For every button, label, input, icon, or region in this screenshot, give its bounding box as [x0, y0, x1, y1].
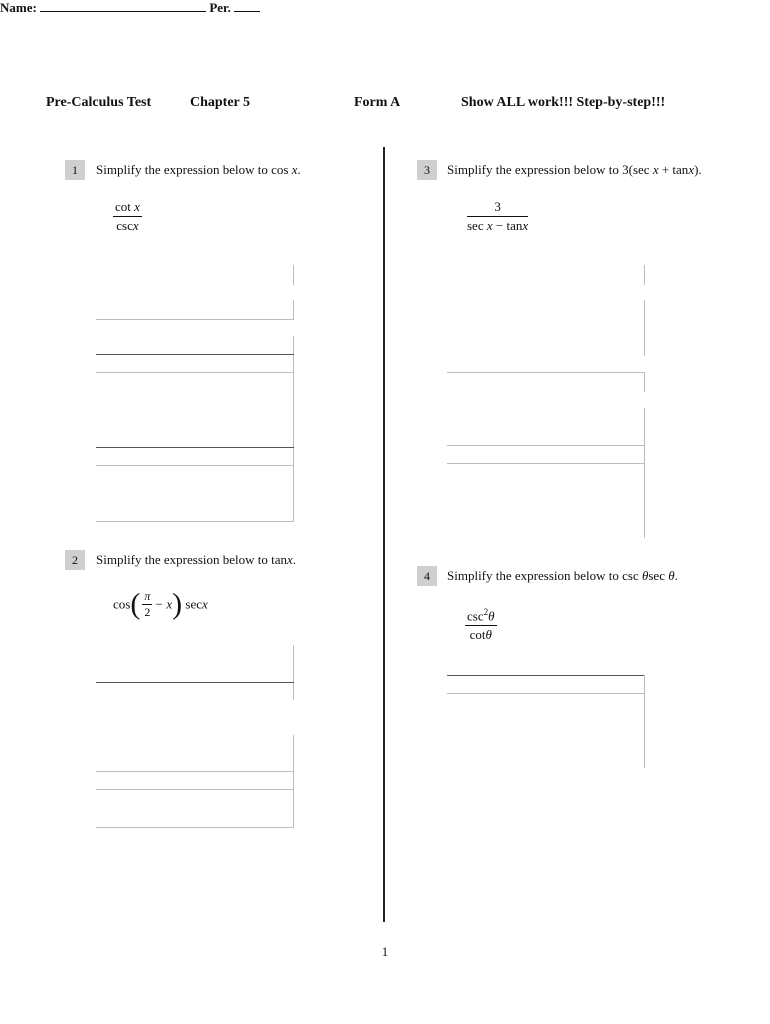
course-title: Pre-Calculus Test [46, 95, 152, 110]
question-1-prompt: Simplify the expression below to cos x. [96, 162, 301, 177]
question-2-prompt: Simplify the expression below to tanx. [96, 552, 297, 567]
question-number-4: 4 [417, 566, 437, 586]
instructions: Show ALL work!!! Step-by-step!!! [461, 95, 666, 110]
question-2-expression: cos( $\frac{\pi}{2}$ − x) secx [113, 587, 208, 621]
question-3-prompt: Simplify the expression below to 3(sec x + tanx). [447, 162, 702, 177]
question-1-expression: cot x cscx [115, 199, 140, 233]
question-3-expression: 3 sec x − tanx [467, 199, 529, 233]
question-4-prompt: Simplify the expression below to csc θsec θ. [447, 568, 678, 583]
name-blank[interactable] [40, 2, 206, 12]
column-divider [383, 147, 385, 922]
name-per-line [0, 0, 770, 16]
per-label: Per. [209, 0, 231, 15]
question-number-3: 3 [417, 160, 437, 180]
page-number: 1 [381, 944, 389, 959]
question-4-expression: $\csc^2\theta$ cotθ [467, 607, 495, 643]
question-number-1: 1 [65, 160, 85, 180]
question-number-2: 2 [65, 550, 85, 570]
name-label: Name: [0, 0, 37, 15]
form-label: Form A [354, 95, 401, 110]
chapter-title: Chapter 5 [190, 95, 251, 110]
per-blank[interactable] [234, 2, 260, 12]
